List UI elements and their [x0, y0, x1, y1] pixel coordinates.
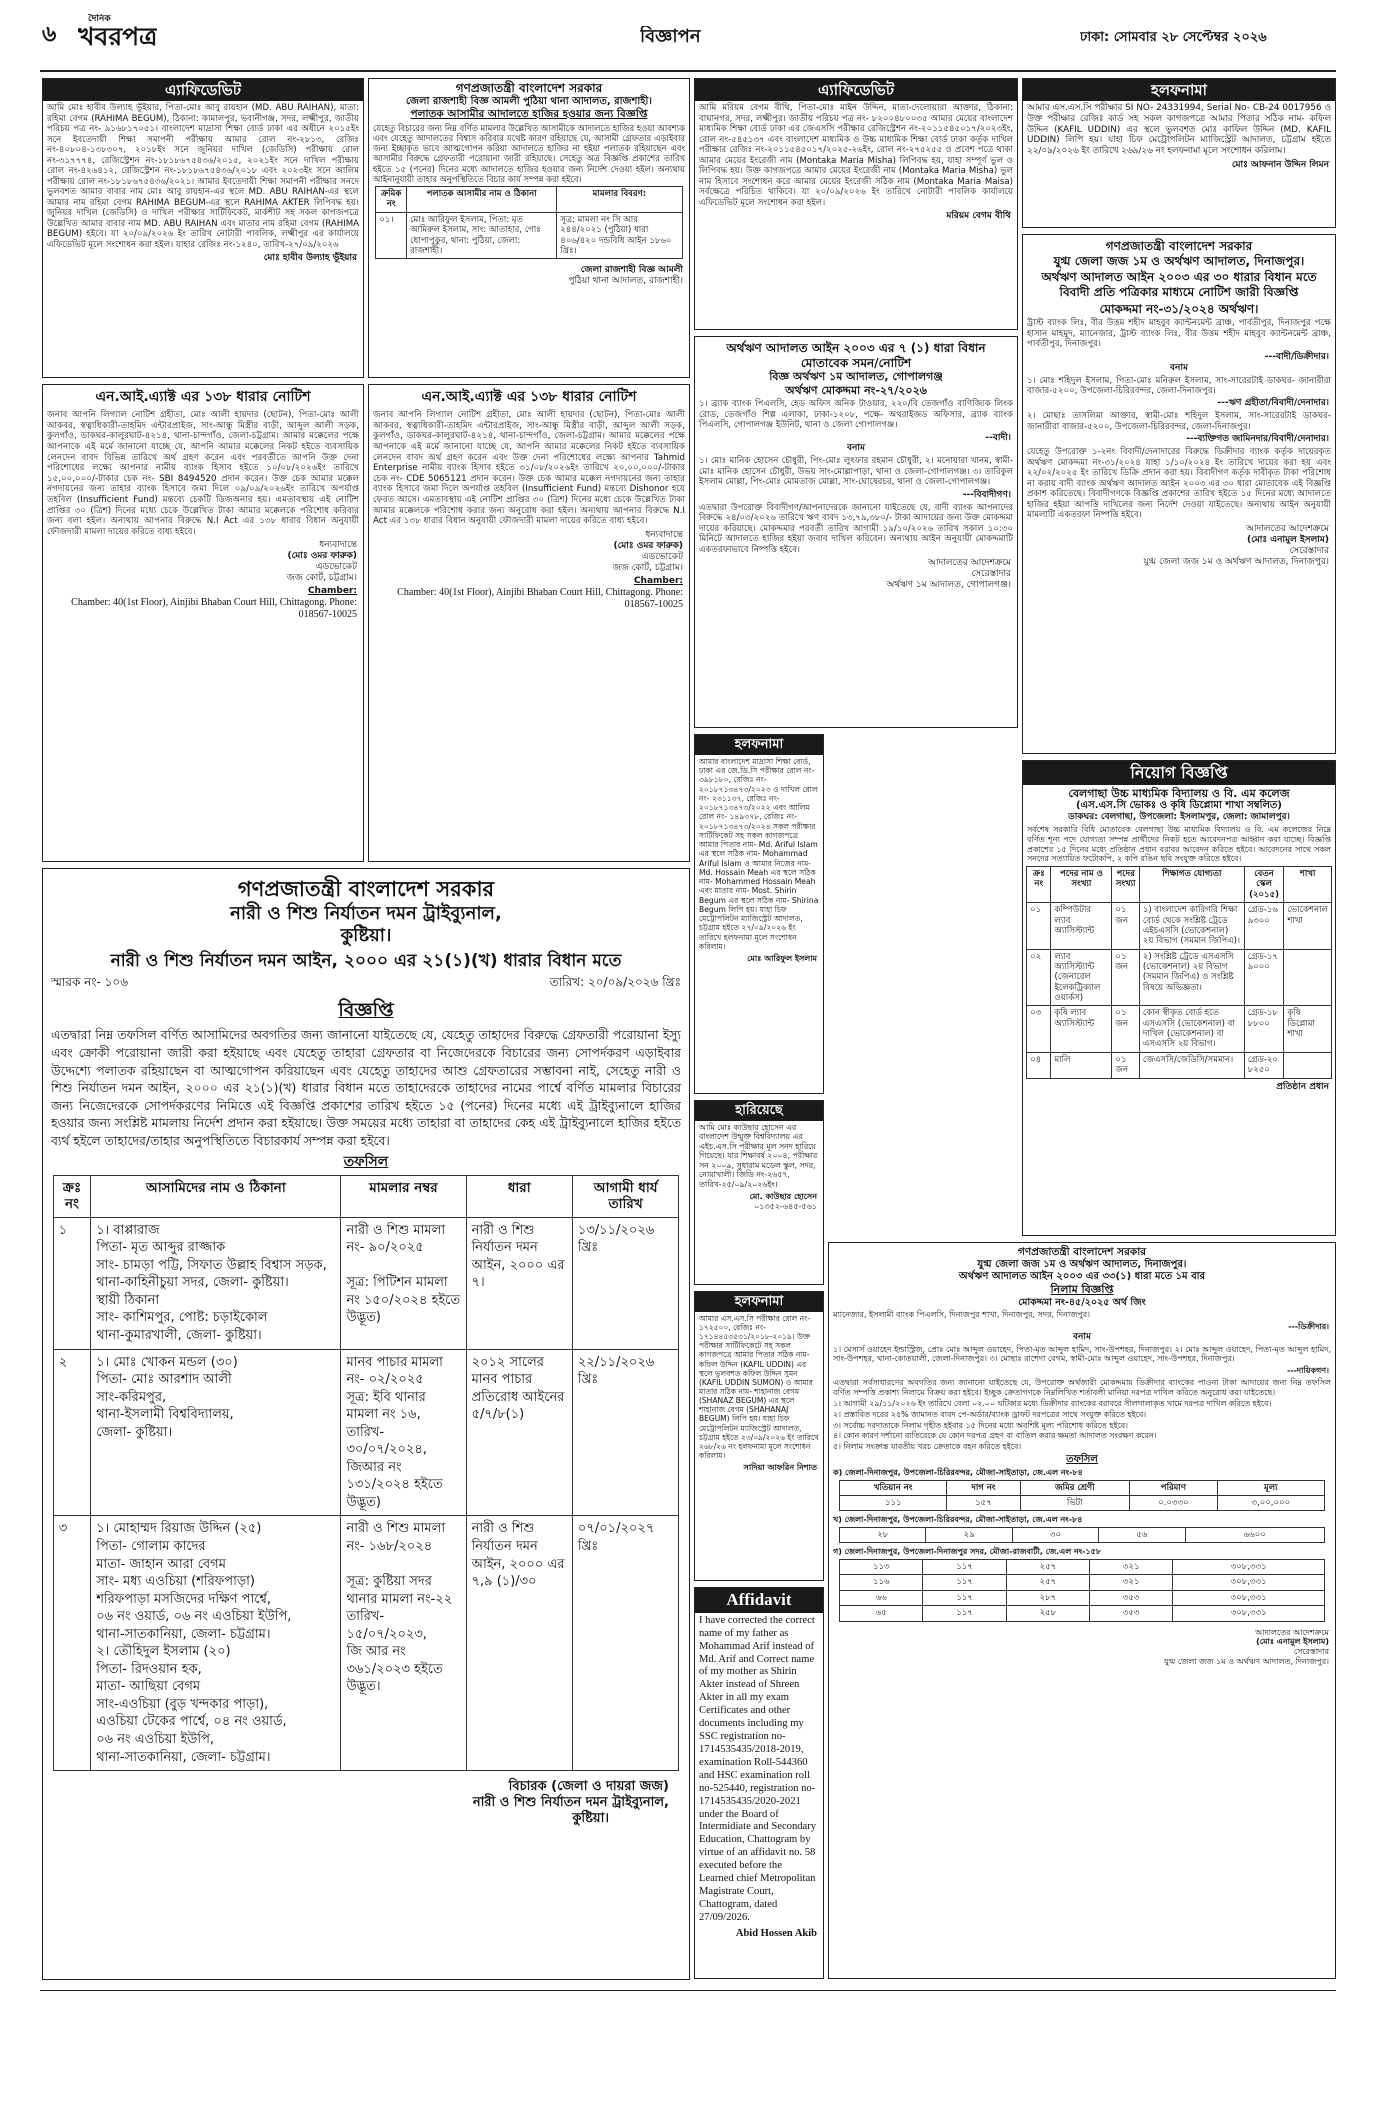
ni-act-notice-2	[368, 384, 690, 862]
table-cell: গ্রেড-১৮ ৮৮০০	[1244, 1006, 1284, 1052]
absconder-sig-1: জেলা রাজশাহী বিজ্ঞ আমলী	[580, 265, 683, 276]
auction-schedule-b-label: খ) জেলা-দিনাজপুর, উপজেলা-চিরিরবন্দর, মৌজা-সাইতাড়া, জে.এল নং-৮৪	[833, 1515, 1083, 1525]
table-cell: ১। মোঃ খোকন মন্ডল (৩০) পিতা- মোঃ আরশাদ আলী সাং-করিমপুর, থানা-ইসলামী বিশ্ববিদ্যালয়, জেলা- কুষ্টিয়া।	[91, 1349, 341, 1516]
tribunal-gov: গণপ্রজাতন্ত্রী বাংলাদেশ সরকার	[237, 877, 495, 901]
ni-2-sig-role: এডভোকেট	[641, 551, 683, 562]
pdc-court: যুগ্ম জেলা জজ ১ম ও অর্থঋণ আদালত, দিনাজপুর।	[1053, 253, 1305, 268]
masthead	[0, 0, 1376, 70]
table-cell: ১। বাপ্পারাজ পিতা- মৃত আব্দুর রাজ্জাক সাং- চামড়া পট্টি, সিফাত উল্লাহ বিশ্বাস সড়ক, থানা-কাহিনীচুয়া সদর, জেলা- কুষ্টিয়া। স্থায়ী ঠিকানা সাং- কাশিমপুর, পোষ্ট: চড়াইকোল থানা-কুমারখালী, জেলা- কুষ্টিয়া।	[91, 1217, 341, 1349]
tribunal-memo-line	[51, 975, 681, 995]
auction-sig-court: যুগ্ম জেলা জজ ১ম ও অর্থঋণ আদালত, দিনাজপুর।	[1164, 1656, 1329, 1666]
table-cell: ১। মোহাম্মদ রিয়াজ উদ্দিন (২৫) পিতা- গোলাম কাদের মাতা- জাহান আরা বেগম সাং- মধ্য এওচিয়া (শরিফপাড়া) শরিফপাড়া মসজিদের দক্ষিণ পার্শ্বে, ০৬ নং ওয়ার্ড, ০৬ নং এওচিয়া ইউপি, থানা-সাতকানিয়া, জেলা- চট্টগ্রাম। ২। তৌহিদুল ইসলাম (২০) পিতা- রিদওয়ান হক, মাতা- আছিয়া বেগম সাং-এওচিয়া (বুড় খন্দকার পাড়া), এওচিয়া টেকের পার্শ্বে, ০৪ নং ওয়ার্ড, ০৬ নং এওচিয়া ইউপি, থানা-সাতকানিয়া, জেলা- চট্টগ্রাম।	[91, 1516, 341, 1771]
auction-schedule-title: তফসিল	[1066, 1453, 1098, 1465]
recruitment-intro: সর্বশেষ সরকারি বিধি মোতাবেক বেলগাছা উচ্চ মাধ্যমিক বিদ্যালয় ও বি. এম কলেজের নিম্নে বর্ণিত শূন্য পদে যোগ্যতা সম্পন্ন প্রার্থীদের নিকট হতে আবেদনপত্র আহ্বান করা যাচ্ছে। বিজ্ঞপ্তি প্রকাশের ১৫ দিনের মধ্যে প্রতিষ্ঠান প্রধান বরাবর আবেদন করিতে হইবে। আবেদনের সাথে সকল সনদের সত্যায়িত ফটোকপি, ২ কপি রঙিন ছবি সংযুক্ত করিতে হইবে।	[1027, 825, 1331, 864]
table-cell: ২	[53, 1349, 91, 1516]
tribunal-col-section: ধারা	[466, 1175, 572, 1217]
lost-body: আমি মোঃ কাউছার হোসেন এর বাংলাদেশ উন্মুক্ত বিশ্ববিদ্যালয় এর এইচ.এস.সি পরীক্ষার মূল সনদ হারিয়ে গিয়েছে। যার শিক্ষাবর্ষ ২০০৪, পরীক্ষার সন ২০০৯, সুধারাম মডেল স্কুল, সদর, নোয়াখালী। জিডি নং-২৬৫৭, তারিখ-২৫/০৯/২০২৬ইং।	[699, 1122, 818, 1189]
tribunal-court: নারী ও শিশু নির্যাতন দমন ট্রাইব্যুনাল,	[230, 902, 502, 924]
pdc-sig-role: সেরেস্তাদার	[1289, 545, 1329, 556]
table-cell: সূত্র: মামলা নং সি আর ২৪৪/২০২১ (পুঠিয়া) ধারা ৪০৬/৪২০ দন্ডবিধি আইন ১৮৬০ খ্রিঃ।	[557, 212, 682, 258]
table-cell: ৩৫৩	[1090, 1590, 1173, 1605]
tribunal-sig-2: নারী ও শিশু নির্যাতন দমন ট্রাইব্যুনাল,	[472, 1794, 669, 1810]
masthead-rule	[40, 70, 1336, 72]
auction-col-dag: দাগ নং	[947, 1480, 1020, 1495]
affidavit-2-signature: মরিয়ম বেগম বীথি	[946, 211, 1011, 222]
table-cell: ০৩	[1027, 1006, 1051, 1052]
auction-col-khatian: খতিয়ান নং	[840, 1480, 947, 1495]
table-cell: ২৫৮	[1006, 1606, 1089, 1621]
table-cell: ১৫৭	[947, 1495, 1020, 1510]
table-cell: ৬৬০০	[1185, 1527, 1324, 1542]
recruitment-table	[1026, 866, 1332, 1078]
pdc-versus: বনাম	[1170, 362, 1188, 373]
ni-2-title: এন.আই.এ্যাক্ট এর ১৩৮ ধারার নোটিশ	[421, 389, 637, 405]
recruitment-address: ডাকঘর: বেলগাছা, উপজেলা: ইসলামপুর, জেলা: জামালপুর।	[1068, 812, 1290, 823]
tribunal-sig-1: বিচারক (জেলা ও দায়রা জজ)	[508, 1779, 669, 1795]
absconder-title: পলাতক আসামীর আদালতে হাজির হওয়ার জন্য বিজ্ঞপ্তি	[410, 107, 648, 120]
table-row	[840, 1575, 1325, 1590]
affidavit-notice-1	[42, 78, 364, 378]
table-cell: ০১ জন	[1112, 949, 1139, 1006]
table-row	[840, 1495, 1325, 1510]
pdc-case-no: মোকদ্দমা নং-৩১/২০২৪ অর্থঋণ।	[1099, 301, 1259, 316]
table-cell: ১১৭	[923, 1560, 1006, 1575]
table-cell: ১১৭	[923, 1575, 1006, 1590]
table-cell: ১১৭	[923, 1606, 1006, 1621]
recruit-col-branch: শাখা	[1284, 867, 1332, 903]
table-cell: ২৫৭	[1006, 1575, 1089, 1590]
table-cell: ০১ জন	[1112, 1006, 1139, 1052]
auction-intro: এতদ্বারা সর্বসাধারণের অবগতির জন্য জানানো যাইতেছে যে, উপরোক্ত অর্থজারী মোকদ্দমায় ডিক্রীদার ব্যাংকের পাওনা টাকা আদায়ের জন্য নিম্ন তফসিল বর্ণিত সম্পত্তি প্রকাশ্য নিলামে বিক্রয় করা হইবে। ইচ্ছুক ক্রেতাগণকে নিম্নলিখিত শর্তাবলী মানিয়া দরপত্র দাখিল করিতে অনুরোধ করা যাইতেছে।	[833, 1377, 1331, 1397]
ni-2-body: জনাব আপনি লিগ্যাল নোটিশ গ্রহীতা, মোঃ আলী হায়দার (ছোটন), পিতা-মোঃ আলী আকবর, স্বত্বাধিকারী-তাহমিদ এন্টারপ্রাইজ, সাং-আন্ধু মিস্ত্রীর বাড়ী, আব্দুল আলী সড়ক, কুলগাঁও, ডাকঘর-কালুরঘাট-৪২১৪, থানা-চান্দগাঁও, জেলা-চট্টগ্রাম। আমার মক্কেলের পক্ষে আপনাকে এই মর্মে জানানো যাচ্ছে যে, আপনি আমার মক্কেলের নিকট হইতে ব্যবসায়িক লেনদেন বাবদ অর্থ গ্রহণ করেন এবং উক্ত দেনা পরিশোধের লক্ষ্যে আপনার Tahmid Enterprise নামীয় ব্যাংক হিসাব হইতে ৩১/০৮/২০২৬ইং তারিখে ২০,০০,০০০/-টাকার চেক নং- CDE 5065121 প্রদান করেন। উক্ত চেক আমার মক্কেল নগদায়নের জন্য তাহার ব্যাংক হিসাবে জমা দিলে অপর্যাপ্ত তহবিল (Insufficient Fund) মন্তব্যে Dishonor হয়ে ফেরত আসে। এমতাবস্থায় এই নোটিশ প্রাপ্তির ৩০ (ত্রিশ) দিনের মধ্যে চেকে উল্লেখিত টাকা আমার মক্কেলকে পরিশোধ করার জন্য অনুরোধ করা হইল। অন্যথায় আপনার বিরুদ্ধে N.I Act এর ১৩৮ ধারার বিধান অনুযায়ী ফৌজদারী মামলা দায়ের করিতে বাধ্য হইবে।	[373, 410, 685, 527]
oath-notice-3	[694, 1291, 824, 1581]
page-number: ৬	[42, 22, 57, 47]
affidavit-en-body: I have corrected the correct name of my father as Mohammad Arif instead of Md. Arif and Correct name of my mother as Shirin Akter instead of Shreen Akter in all my exam Certificates and other documents including my SSC registration no- 1714535435/2018-2019, examination Roll-544360 and HSC examination roll no-525440, registration no-1714535435/2020-2021 under the Board of Intermidiate and Secondary Education, Chattogram by virtue of an affidavit no. 58 executed before the Learned chief Metropolitan Magistrate Court, Chattogram, dated 27/09/2026.	[699, 1614, 817, 1923]
gopalganj-sig-role: সেরেস্তাদার	[971, 569, 1011, 580]
ni-1-sig-court: জজ কোর্ট, চট্টগ্রাম।	[286, 573, 357, 584]
auction-case-no: মোকদ্দমা নং-৪৫/২০২৫ অর্থ জিং	[1018, 1296, 1146, 1308]
recruitment-notice	[1022, 760, 1336, 1236]
auction-col-area: পরিমাণ	[1130, 1480, 1218, 1495]
table-row	[1027, 949, 1332, 1006]
oath-3-signature: সাদিয়া আফরিন নিশাত	[743, 1463, 817, 1473]
recruit-col-serial: ক্রঃ নং	[1027, 867, 1051, 903]
oath-notice-1	[1022, 78, 1336, 228]
pdc-body: যেহেতু উপরোক্ত ১-২নং বিবাদী/দেনাদারের বিরুদ্ধে ডিক্রীদার ব্যাংক কর্তৃক দায়েরকৃত অর্থঋণ মোকদ্দমা নং-৩১/২০২৪ যাহা ১/১০/২০২৪ ইং তারিখে দায়ের করা হয় এবং ২২/০২/২০২৫ ইং তারিখে ডিক্রি প্রদান করা হয়। বিবাদীগণ কর্তৃক দাবীকৃত টাকা পরিশোধ না করায় বাদী ব্যাংক অর্থঋণ আদালত আইন ২০০৩ এর ৩০ ধারা মোতাবেক এই বিজ্ঞপ্তি প্রকাশ করিতেছে। বিবাদীগণকে বিজ্ঞপ্তি প্রকাশের তারিখ হইতে ১৫ দিনের মধ্যে আদালতে হাজির হইয়া আপত্তি দাখিলের জন্য নির্দেশ দেওয়া যাইতেছে। অন্যথায় আইন অনুযায়ী মামলাটি একতরফা নিষ্পত্তি হইবে।	[1027, 447, 1331, 521]
pdc-sig-name: (মোঃ এনামুল ইসলাম)	[1246, 534, 1329, 545]
oath-1-body: আমার এস.এস.সি পরীক্ষার SI NO- 24331994, Serial No- CB-24 0017956 ও উক্ত পরীক্ষার রেজিঃ কার্ড সহ সকল কাগজপত্রে আমার পিতার সঠিক নাম- কফিল উদ্দিন (KAFIL UDDIN) এর স্থলে ভুলবশত মোঃ কাফিল উদ্দিন (MD. KAFIL UDDIN) লিপি হয়। যাহা চিফ মেট্রোপলিটন ম্যাজিস্ট্রেট আদালত, চট্টগ্রাম হইতে ২২/০৯/২০২৬ ইং তারিখে ২৬৯/২৬ নং হলফনামা মূলে সংশোধন করিলাম।	[1027, 103, 1331, 157]
ni-1-chamber: Chamber: 40(1st Floor), Ainjibi Bhaban Court Hill, Chittagong. Phone: 018567-10025	[71, 597, 357, 621]
table-cell: কৃষি ডিপ্লোমা শাখা	[1284, 1006, 1332, 1052]
gopalganj-title: অর্থঋণ আদালত আইন ২০০৩ এর ৭ (১) ধারা বিধান মোতাবেক সমন/নোটিশ	[726, 341, 986, 370]
table-cell: ৫৬	[1099, 1527, 1185, 1542]
pdc-gov: গণপ্রজাতন্ত্রী বাংলাদেশ সরকার	[1105, 239, 1253, 253]
gopalganj-defendant: ১। মোঃ মানিক হোসেন চৌধুরী, পিং-মোঃ লুৎফার রহমান চৌধুরী, ২। মনোয়ারা খানম, স্বামী-মোঃ মানিক হোসেন চৌধুরী, উভয় সাং-মোল্লাপাড়া, থানা ও জেলা-গোপালগঞ্জ। ৩। তারিকুল ইসলাম মোল্লা, পিং-মোঃ মোমতাজ মোল্লা, সাং-ঘোষেরচর, থানা ও জেলা-গোপালগঞ্জ।	[699, 456, 1013, 488]
absconder-col-case: মামলার বিবরণ:	[557, 187, 682, 213]
table-cell: ২০১২ সালের মানব পাচার প্রতিরোধ আইনের ৫/৭/৮(১)	[466, 1349, 572, 1516]
auction-schedule-c-table	[839, 1559, 1325, 1621]
table-cell	[1284, 949, 1332, 1006]
absconder-table	[375, 186, 682, 259]
oath-1-signature: মোঃ আফনান উদ্দিন লিমন	[1231, 159, 1329, 170]
gopalganj-plaintiff: ১। ব্র্যাক ব্যাংক পিএলসি, হেড অফিস অনিক টাওয়ার, ২২০/বি তেজগাঁও বাণিজ্যিক লিংক রোড, তেজগাঁও শিল্প এলাকা, ঢাকা-১২০৮, পক্ষে- অথরাইজড অফিসার, ব্র্যাক ব্যাংক পিএলসি, গোপালগঞ্জ ইউনিট, থানা ও জেলা গোপালগঞ্জ।	[699, 399, 1013, 431]
table-cell: ৩০৮,৩৩১	[1173, 1606, 1325, 1621]
auction-defendants: ১। মেসার্স ওয়াহেদ ইন্ডাস্ট্রিজ, প্রোঃ মোঃ আব্দুল ওয়াহেদ, পিতা-মৃত আব্দুল হামিদ, সাং-উপশহর, দিনাজপুর। ২। মোঃ আব্দুল ওয়াহেদ, পিতা-মৃত আব্দুল হামিদ, সাং-উপশহর, থানা-কোতয়ালী, জেলা-দিনাজপুর। ৩। মোছাঃ রাশেদা বেগম, স্বামী-মোঃ আব্দুল ওয়াহেদ, সাং-উপশহর, দিনাজপুর।	[833, 1344, 1331, 1364]
table-cell: ২৫৭	[1006, 1560, 1089, 1575]
auction-col-class: জমির শ্রেণী	[1020, 1480, 1129, 1495]
table-cell: ৩২১	[1090, 1575, 1173, 1590]
ni-1-sig-role: এডভোকেট	[315, 562, 357, 573]
tribunal-body: এতদ্বারা নিম্ন তফসিল বর্ণিত আসামিদের অবগতির জন্য জানানো যাইতেছে যে, যেহেতু তাহাদের বিরুদ্ধে গ্রেফতারী পরোয়ানা ইস্যু এবং ক্রোকী পরোয়ানা জারী করা হইয়াছে এবং যেহেতু তাহারা গ্রেফতার বা নিজেদেরকে বিচারের জন্য সোপর্দকরণ এড়াইবার উদ্দেশ্যে পলাতক রহিয়াছেন বা আত্মগোপন করিয়াছেন এবং যেহেতু তাহাদের আশু গ্রেফতারের সম্ভাবনা নাই, সেহেতু নারী ও শিশু নির্যাতন দমন আইন, ২০০০ এর ২১(১)(খ) ধারার বিধান মতে তাহাদেরকে তাহাদের নামের পার্শ্বে বর্ণিত মামলার বিচারের জন্য নিজেদেরকে সোপর্দকরণের নিমিত্তে এই বিজ্ঞপ্তি প্রকাশের তারিখ হইতে ১৫ (পনের) দিনের মধ্যে এই ট্রাইব্যুনালে হাজির হওয়ার জন্য সংশ্লিষ্ট মামলায় নির্দেশ প্রদান করা হইয়াছে। উক্ত সময়ের মধ্যে তাহারা বা তাহাদের কেহ এই ট্রাইব্যুনালে হাজির হইতে ব্যর্থ হইলে তাহাদের/তাহার অনুপস্থিতিতে বিচারকার্য সম্পন্ন করা হইবে।	[51, 1027, 681, 1149]
auction-condition: ৫। নিলাম সংক্রান্ত যাবতীয় খরচ ক্রেতাকে বহন করিতে হইবে।	[833, 1441, 1022, 1451]
oath-3-body: আমার এস.এস.সি পরীক্ষার রোল নং- ১৭২৫০০, রেজিঃ নং- ১৭১৪৪৫৩৫৩১/২০১৮-২০১৯। উক্ত পরীক্ষার সার্টিফিকেটে সহ সকল কাগজপত্রে আমার পিতার সঠিক নাম- কফিল উদ্দিন (KAFIL UDDIN) এর স্থলে ভুলবশত কফিল উদ্দিন সুমন (KAFIL UDDIN SUMON) ও আমার মাতার সঠিক নাম- শাহানাজ বেগম (SHANAZ BEGUM) এর স্থলে শাহানাজ বেগম (SHAHANAJ BEGUM) লিপি হয়। যাহা চিফ মেট্রোপলিটন ম্যাজিস্ট্রেট আদালত, চট্টগ্রাম হইতে ২৩/০৯/২০২৬ ইং তারিখে ২৬৮/২৬ নং হলফনামা মূলে সংশোধন করিলাম।	[699, 1313, 819, 1460]
pdc-defendant-1-role: ---ঋণ গ্রহীতা/বিবাদী/দেনাদার।	[1217, 398, 1329, 409]
table-row	[840, 1590, 1325, 1605]
tribunal-title: বিজ্ঞপ্তি	[338, 999, 394, 1022]
affidavit-2-body: আমি মরিয়ম বেগম বীথি, পিতা-মোঃ মাইন উদ্দিন, মাতা-দেলোয়ারা আক্তার, ঠিকানা: বাঘানগর, সদর, লক্ষ্মীপুর। জাতীয় পরিচয় পত্র নং- ৮২০০৪৮০০৩৫ আমার মেয়ের বাংলাদেশ মাধ্যমিক শিক্ষা বোর্ড ঢাকা এর জেএসসি পরীক্ষার রেজিস্ট্রেশন নং-২০১১৫৪৫০১৭/২০২৩ইং, রোল নং-৫৪৫১৩৭ এবং বাংলাদেশ মাধ্যমিক ও উচ্চ মাধ্যমিক শিক্ষা বোর্ড ঢাকা কর্তৃক দাখিল পরীক্ষার রেজিঃ নং-২০১১৫৪৫০১৭/২০২৫-২৬ইং, রোল নং-২৭৫২৫৫ ও প্রবেশ পত্রে থাকা আমার মেয়ের ইংরেজী নাম (Montaka Maria Misha) লিপিবদ্ধ হয়, যাহা সম্পূর্ণ ভুল ও লিপিবদ্ধ হয়। উক্ত কাগজপত্রে আমার মেয়ের ইংরেজী নাম (Montaka Maria Misha) ভুল নাম হিসাবে সংশোধন করে আমার মেয়ের ইংরেজী সঠিক নাম (Montaka Maria Maisa) সর্বক্ষেত্রে পরিচিত থাকিবে। যা ২০/০৯/২০২৬ ইং তারিখে নোটারী পাবলিক কার্যালয়ে এফিডেভিট মূলে সংশোধন করা হইল।	[699, 103, 1013, 208]
ni-1-sig-label: ধন্যবাদান্তে	[319, 540, 357, 551]
table-cell: ১১৬	[840, 1575, 923, 1590]
table-row	[53, 1516, 679, 1771]
table-cell: মালি	[1051, 1052, 1112, 1078]
table-cell: ০৭/০১/২০২৭ খ্রিঃ	[572, 1516, 678, 1771]
table-cell: কোন স্বীকৃত বোর্ড হতে এসএসসি (ভোকেশনাল) বা দাখিল (ভোকেশনাল) বা এসএসসি ২য় বিভাগ।	[1139, 1006, 1244, 1052]
auction-gov: গণপ্রজাতন্ত্রী বাংলাদেশ সরকার	[1017, 1246, 1147, 1258]
absconder-court: জেলা রাজশাহী বিজ্ঞ আমলী পুঠিয়া থানা আদালত, রাজশাহী।	[406, 95, 652, 107]
table-cell: ০১	[1027, 903, 1051, 949]
table-row	[840, 1527, 1325, 1542]
pdc-defendant-2: ২। মোছাঃ তাসলিমা আক্তার, স্বামী-মোঃ শহিদুল ইসলাম, সাং-সারেরটাই ডাকঘর- জানারীরা বাজার-৫২০০, উপজেলা-চিরিরবন্দর, জেলা-দিনাজপুর।	[1027, 411, 1331, 432]
affidavit-en-title: Affidavit	[695, 1588, 823, 1613]
table-cell: ০২	[1027, 949, 1051, 1006]
tribunal-schedule-title: তফসিল	[343, 1153, 389, 1170]
auction-sig-name: (মোঃ এনামুল ইসলাম)	[1256, 1637, 1329, 1647]
tribunal-col-next-date: আগামী ধার্য তারিখ	[572, 1175, 678, 1217]
table-cell: ১১৭	[923, 1590, 1006, 1605]
table-cell: গ্রেড-১৭ ৯০০০	[1244, 949, 1284, 1006]
auction-col-value: মূল্য	[1217, 1480, 1324, 1495]
auction-sig-role: সেরেস্তাদার	[1293, 1647, 1329, 1657]
auction-condition: ২। প্রস্তাবিত দরের ২৫% জামানত বাবদ পে-অর্ডার/ব্যাংক ড্রাফট দরপত্রের সাথে সংযুক্ত করিতে হইবে।	[833, 1410, 1147, 1420]
gopalganj-sig-label: আদালতের আদেশক্রমে	[927, 558, 1011, 569]
gopalganj-court: বিজ্ঞ অর্থঋণ ১ম আদালত, গোপালগঞ্জ	[769, 370, 943, 384]
absconder-col-serial: ক্রমিক নং	[376, 187, 407, 213]
auction-schedule-a-table	[839, 1480, 1325, 1512]
table-cell: ১	[53, 1217, 91, 1349]
recruit-col-scale: বেতন স্কেল (২০১৫)	[1244, 867, 1284, 903]
recruitment-institution: বেলগাছা উচ্চ মাধ্যমিক বিদ্যালয় ও বি. এম কলেজ	[1068, 786, 1290, 800]
table-cell: ৩০৮,৩৩১	[1173, 1575, 1325, 1590]
pdc-sig-court: যুগ্ম জেলা জজ ১ম ও অর্থঋণ আদালত, দিনাজপুর।	[1143, 556, 1329, 567]
recruitment-subtitle: (এস.এস.সি ভোকঃ ও কৃষি ডিপ্লোমা শাখা সম্বলিত)	[1075, 799, 1282, 811]
absconder-sig-2: পুঠিয়া থানা আদালত, রাজশাহী।	[568, 276, 683, 287]
tribunal-district: কুষ্টিয়া।	[340, 924, 392, 946]
ni-1-sig-name: (মোঃ ওমর ফারুক)	[287, 551, 357, 562]
recruit-col-qualification: শিক্ষাগত যোগ্যতা	[1139, 867, 1244, 903]
table-cell: মোঃ আরিফুল ইসলাম, পিতা: মৃত আমিরুল ইসলাম, সাং: আতাহার, গোঃ ধোপাপুকুর, থানা: পুঠিয়া, জেলা: রাজশাহী।	[407, 212, 557, 258]
tribunal-sig-3: কুষ্টিয়া।	[572, 1810, 609, 1826]
dateline: ঢাকা: সোমবার ২৮ সেপ্টেম্বর ২০২৬	[1080, 30, 1267, 45]
table-cell: ২৯	[926, 1527, 1012, 1542]
table-cell: ভোকেশনাল শাখা	[1284, 903, 1332, 949]
tribunal-notice	[42, 868, 690, 1980]
tribunal-memo: স্মারক নং- ১০৬	[51, 975, 129, 990]
ni-2-sig-court: জজ কোর্ট, চট্টগ্রাম।	[612, 562, 683, 573]
auction-schedule-a-label: ক) জেলা-দিনাজপুর, উপজেলা-চিরিরবন্দর, মৌজা-সাইতাড়া, জে.এল নং-৮৪	[833, 1467, 1083, 1477]
table-cell: ২৮	[840, 1527, 926, 1542]
affidavit-1-title: এ্যাফিডেভিট	[43, 79, 363, 101]
affidavit-1-body: আমি মোঃ হাবীব উল্যাহ ভূঁইয়ার, পিতা-মোঃ আবু রায়হান (MD. ABU RAIHAN), মাতা: রহিমা বেগম (RAHIMA BEGUM), ঠিকানা: কামালপুর, ভবানীগঞ্জ, সদর, লক্ষ্মীপুর, জাতীয় পরিচয় পত্র নং- ৯১৬৮১৭০৫১। বাংলাদেশ মাদ্রাসা শিক্ষা বোর্ড ঢাকা এর অধীনে ২০১৫ইং সনে ইবতেদায়ী শিক্ষা সমাপনী পরীক্ষায় আমার রোল নং-২৮১৩, রেজিঃ নং-৪০৮০৪-১৩৮৩০৭, ২০১৮ইং সনে জুনিয়র দাখিল (জেডিসি) পরীক্ষায় রোল নং-৩১৭৭৭৪, রেজিস্ট্রেশন নং-১৮১৮৬৭৫৪৩৬/২০১৫, ২০২১ইং সনে দাখিল পরীক্ষায় রোল নং-৪২৬৪১২, রেজিস্ট্রেশন নং-১৮১৮৬৭৫৪৩৬/২০১৮ এবং ২০২৩ইং সনে আলিম পরীক্ষায় রোল নং-১৮১৮৬৭৫৪৩৬/২০২১। আমার ইবতেদায়ী শিক্ষা সমাপনী পরীক্ষার সনদে ভুলবশত আমার বাবার নাম মোঃ আবু রায়হান-এর স্থলে MD. ABU RAIHAN-এর স্থলে আমার নাম রহিমা বেগম RAHIMA BEGUM-এর স্থলে RAHIMA AKTER লিপিবদ্ধ হয়। জুনিয়র দাখিল (জেডিসি) ও দাখিল পরীক্ষার সার্টিফিকেট, মার্কশীট সহ সকল কাগজপত্রে উল্লেখিত আমার বাবার নাম MD. ABU RAIHAN এবং মাতার নাম রহিমা বেগম (RAHIMA BEGUM) হইবে। যা ২০/০৯/২০২৬ ইং তারিখ নোটারী পাবলিক, লক্ষ্মীপুর এর কার্যালয়ে এফিডেভিট মূলে সংশোধন করা হইল। যাহার রেজিঃ নং-১২৪০, তারিখ-২৭/০৯/২০২৬	[47, 103, 359, 250]
tribunal-col-serial: ক্রঃ নং	[53, 1175, 91, 1217]
ni-act-notice-1	[42, 384, 364, 862]
auction-plaintiff: ম্যানেজার, ইসলামী ব্যাংক পিএলসি, দিনাজপুর শাখা, দিনাজপুর, সদর, দিনাজপুর।	[833, 1310, 1091, 1320]
auction-plaintiff-role: ---ডিক্রীদার।	[1288, 1321, 1329, 1331]
table-cell: ল্যাব অ্যাসিস্ট্যান্ট (জেনারেল ইলেকট্রিক্যাল ওয়ার্কস)	[1051, 949, 1112, 1006]
ni-2-chamber: Chamber: 40(1st Floor), Ainjibi Bhaban Court Hill, Chittagong. Phone: 018567-10025	[397, 586, 683, 610]
table-row	[1027, 1052, 1332, 1078]
table-row	[1027, 903, 1332, 949]
table-cell: ৩	[53, 1516, 91, 1771]
tribunal-col-case: মামলার নম্বর	[341, 1175, 466, 1217]
ni-1-chamber-label: Chamber:	[307, 586, 357, 597]
absconder-col-accused: পলাতক আসামীর নাম ও ঠিকানা	[407, 187, 557, 213]
ni-1-body: জনাব আপনি লিগ্যাল নোটিশ গ্রহীতা, মোঃ আলী হায়দার (ছোটন), পিতা-মোঃ আলী আকবর, স্বত্বাধিকারী-তাহমিদ এন্টারপ্রাইজ, সাং-আন্ধু মিস্ত্রীর বাড়ী, আব্দুল আলী সড়ক, কুলগাঁও, ডাকঘর-কালুরঘাট-৪২১৪, থানা-চান্দগাঁও, জেলা-চট্টগ্রাম। আমার মক্কেলের পক্ষে আপনাকে এই মর্মে জানানো যাচ্ছে যে, আপনি আমার মক্কেলের নিকট হইতে ব্যবসায়িক লেনদেন বাবদ বিভিন্ন তারিখে অর্থ গ্রহণ করেন এবং পরবর্তীতে আপনি উক্ত দেনা পরিশোধের লক্ষ্যে আপনার নামীয় ব্যাংক হিসাব হইতে ১০/০৮/২০২৬ইং তারিখে ১৫,০০,০০০/-টাকার চেক নং- SBI 8494520 প্রদান করেন। উক্ত চেক আমার মক্কেল নগদায়নের জন্য তাহার ব্যাংক হিসাবে জমা দিলে ০৯/০৯/২০২৬ইং তারিখে অপর্যাপ্ত তহবিল (Insufficient Fund) মন্তব্যে চেকটি ডিজঅনার হয়। এমতাবস্থায় এই নোটিশ প্রাপ্তির ৩০ (ত্রিশ) দিনের মধ্যে চেকে উল্লেখিত টাকা আমার মক্কেলকে পরিশোধ করিবার জন্য বলা হইল। অন্যথায় আপনার বিরুদ্ধে N.I Act এর ১৩৮ ধারার বিধান অনুযায়ী ফৌজদারী মামলা দায়ের করিতে বাধ্য হইবে।	[47, 410, 359, 537]
tribunal-table	[53, 1175, 680, 1771]
auction-defendants-role: ---দায়িকগণ।	[1286, 1366, 1329, 1376]
gopalganj-versus: বনাম	[847, 443, 865, 454]
table-cell: ১৩/১১/২০২৬ খ্রিঃ	[572, 1217, 678, 1349]
ni-2-chamber-label: Chamber:	[633, 575, 683, 586]
absconder-body: যেহেতু বিচারের জন্য নিম্ন বর্ণিত মামলার উল্লেখিত আসামীকে আদালতে হাজির হওয়া আবশ্যক এবং যেহেতু আদালতের বিশ্বাস করিবার যথেষ্ট কারণ রহিয়াছে যে, আসামী গ্রেফতার এড়াইবার জন্য ইচ্ছাকৃত ভাবে আত্মগোপন করিয়া আদালতে হাজির না হইয়া পলাতক রহিয়াছেন এবং আসামীর বিরুদ্ধে গ্রেফতারী পরোয়ানা জারী রহিয়াছে। সেহেতু অত্র বিজ্ঞপ্তি প্রকাশের তারিখ হইতে ১৫ (পনের) দিনের মধ্যে আদালতে হাজির হওয়ার জন্য নির্দেশ দেওয়া হইল। অন্যথায় আইনানুযায়ী তাহার অনুপস্থিতিতে বিচার কার্য সম্পন্ন করা হইবে।	[373, 122, 685, 184]
table-row	[376, 212, 682, 258]
gopalganj-summons	[694, 336, 1018, 728]
oath-2-body: আমার বাংলাদেশ মাদ্রাসা শিক্ষা বোর্ড, ঢাকা এর জে.ডি.সি পরীক্ষার রোল নং- ৩৯৮১৮০, রেজিঃ নং- ২০১৮৭১৩৪৭৩/২০২৩ ও দাখিল রোল নং- ২৩১১৩৭, রেজিঃ নং- ২০১৮৭১৩৪৭৩/২০২২ এবং আলিম রোল নং- ১৪৯৩৭৮, রেজিঃ নং- ২০১৮৭১৩৪৭৩/২০২৪ সকল পরীক্ষার সার্টিফিকেট সহ সকল কাগজপত্রে আমার পিতার নাম- Md. Ariful Islam এর স্থলে সঠিক নাম- Mohammad Ariful Islam ও আমার নিজের নাম- Md. Hossain Meah এর স্থলে সঠিক নাম- Mohammed Hossain Meah এবং মাতার নাম- Most. Shirin Begum এর স্থলে সঠিক নাম- Shirina Begum লিপি হয়। যাহা চিফ মেট্রোপলিটন ম্যাজিস্ট্রেট আদালত, চট্টগ্রাম হইতে ২৭/০৯/২০২৬ ইং তারিখে হলফনামা মূলে সংশোধন করিলাম।	[699, 756, 819, 951]
pdc-defendant-1: ১। মোঃ শহিদুল ইসলাম, পিতা-মোঃ মনিরুল ইসলাম, সাং-সারেরটাই ডাকঘর- জানারীরা বাজার-৫২০০, উপজেলা-চিরিরবন্দর, জেলা-দিনাজপুর।	[1027, 375, 1331, 396]
table-cell: ৬৬	[840, 1590, 923, 1605]
pdc-plaintiff-role: ---বাদী/ডিক্রীদার।	[1264, 351, 1329, 362]
ni-2-sig-name: (মোঃ ওমর ফারুক)	[613, 540, 683, 551]
tribunal-col-accused: আসামিদের নাম ও ঠিকানা	[91, 1175, 341, 1217]
table-cell: গ্রেড-১৬ ৯৩০০	[1244, 903, 1284, 949]
auction-title: নিলাম বিজ্ঞপ্তি	[1050, 1283, 1114, 1297]
dinajpur-auction-notice	[828, 1242, 1336, 1979]
gopalganj-sig-court: অর্থঋণ ১ম আদালত, গোপালগঞ্জ।	[886, 580, 1011, 591]
auction-court: যুগ্ম জেলা জজ ১ম ও অর্থঋণ আদালত, দিনাজপুর।	[977, 1258, 1187, 1270]
auction-schedule-b-table	[839, 1527, 1325, 1543]
auction-condition: ৪। কোন কারণ দর্শানো ব্যতিরেকে যে কোন দরপত্র গ্রহণ বা বাতিল করার ক্ষমতা আদালত সংরক্ষণ করেন।	[833, 1431, 1157, 1441]
gopalganj-defendant-role: ---বিবাদীগণ।	[962, 489, 1011, 500]
table-cell: গ্রেড-২০ ৮২৫০	[1244, 1052, 1284, 1078]
table-cell: ৩০	[1012, 1527, 1098, 1542]
lost-signature: মো. কাউছার হোসেন	[749, 1192, 817, 1202]
auction-conditions	[833, 1399, 1331, 1451]
pdc-title: অর্থঋণ আদালত আইন ২০০৩ এর ৩০ ধারার বিধান মতে বিবাদী প্রতি পত্রিকার মাধ্যমে নোটিশ জারী বিজ্ঞপ্তি	[1041, 270, 1317, 299]
recruitment-title: নিয়োগ বিজ্ঞপ্তি	[1023, 761, 1335, 785]
table-cell: ০৪	[1027, 1052, 1051, 1078]
recruitment-signature: প্রতিষ্ঠান প্রধান	[1276, 1081, 1329, 1092]
table-cell: ৬৫	[840, 1606, 923, 1621]
pdc-defendant-2-role: ---ব্যক্তিগত জামিনদার/বিবাদী/দেনাদার।	[1186, 434, 1329, 445]
table-cell: ২) সংশ্লিষ্ট ট্রেডে এসএসসি (ভোকেশনাল) ২য় বিভাগ (সমমান জিপিএ) ও সংশ্লিষ্ট বিষয়ে অভিজ্ঞতা।	[1139, 949, 1244, 1006]
tribunal-law: নারী ও শিশু নির্যাতন দমন আইন, ২০০০ এর ২১(১)(খ) ধারার বিধান মতে	[110, 950, 622, 971]
table-row	[53, 1349, 679, 1516]
oath-2-signature: মোঃ আরিফুল ইসলাম	[747, 954, 817, 964]
table-cell: কম্পিউটার ল্যাব অ্যাসিস্ট্যান্ট	[1051, 903, 1112, 949]
paper-prefix: দৈনিক	[88, 14, 111, 24]
table-cell: ১১৩	[840, 1560, 923, 1575]
auction-versus: বনাম	[1073, 1331, 1091, 1342]
table-cell: জেএসসি/জেডিসি/সমমান।	[1139, 1052, 1244, 1078]
table-cell: ৩০৮,৩৩১	[1173, 1590, 1325, 1605]
ni-1-title: এন.আই.এ্যাক্ট এর ১৩৮ ধারার নোটিশ	[95, 389, 311, 405]
table-cell: ৩৫৩	[1090, 1606, 1173, 1621]
table-row	[840, 1606, 1325, 1621]
affidavit-english	[694, 1587, 824, 1979]
table-cell: মানব পাচার মামলা নং- ০২/২০২৫ সূত্র: ইবি থানার মামলা নং ১৬, তারিখ- ৩০/০৭/২০২৪, জিআর নং ১৩১/২০২৪ হইতে উদ্ভূত)	[341, 1349, 466, 1516]
pdc-sig-label: আদালতের আদেশক্রমে	[1245, 523, 1329, 534]
table-cell: ০১ জন	[1112, 903, 1139, 949]
pre-div-court-notice	[1022, 234, 1336, 754]
oath-notice-2	[694, 734, 824, 1094]
lost-notice	[694, 1100, 824, 1285]
gopalganj-body: এতদ্বারা উপরোক্ত বিবাদীগণ/আপনাদেরকে জানানো যাইতেছে যে, বাদী ব্যাংক আপনাদের বিরুদ্ধে ২৪/০৩/২০২৬ তারিখে ঋণ বাবদ ১৩,৭৯,৩৮০/- টাকা আদায়ের জন্য উক্ত মোকদ্দমা দায়ের করিয়াছে। মোকদ্দমার পরবর্তী তারিখ আগামী ১৯/১০/২০২৬ তারিখ সকাল ১০:৩০ মিনিটে আদালতে হাজির হইয়া জবাব দাখিল করিবেন। অন্যথায় আইন অনুযায়ী মোকদ্দমাটি একতরফাভাবে নিষ্পত্তি হইবে।	[699, 502, 1013, 555]
oath-1-title: হলফনামা	[1023, 79, 1335, 101]
table-row	[53, 1217, 679, 1349]
table-cell: ১) বাংলাদেশ কারিগরি শিক্ষা বোর্ড থেকে সংশ্লিষ্ট ট্রেডে এইচএসসি (ভোকেশনাল) ২য় বিভাগ (সমমান জিপিএ)।	[1139, 903, 1244, 949]
paper-logo: খবরপত্র	[78, 22, 158, 51]
affidavit-1-signature: মোঃ হাবীব উল্যাহ ভূঁইয়ার	[263, 253, 357, 264]
auction-sig-label: আদালতের আদেশক্রমে	[1255, 1627, 1329, 1637]
table-cell: ০.০৩৩০	[1130, 1495, 1218, 1510]
table-cell: নারী ও শিশু নির্যাতন দমন আইন, ২০০০ এর ৭,৯ (১)/৩০	[466, 1516, 572, 1771]
auction-schedule-c-label: গ) জেলা-দিনাজপুর, উপজেলা-দিনাজপুর সদর, মৌজা-রাজবাটী, জে.এল নং-১৫৮	[833, 1547, 1102, 1557]
table-row	[840, 1560, 1325, 1575]
lost-title: হারিয়েছে	[695, 1101, 823, 1121]
table-row	[1027, 1006, 1332, 1052]
pdc-plaintiff: ট্রাস্ট ব্যাংক লিঃ, বীর উত্তম শহীদ মাহবুব ক্যান্টনমেন্ট ব্রাঞ্চ, পার্বতীপুর, দিনাজপুর পক্ষে হাসান মাহমুদ, ম্যানেজার, ট্রাস্ট ব্যাংক লিঃ, বীর উত্তম শহীদ মাহবুব ক্যান্টনমেন্ট ব্রাঞ্চ, পার্বতীপুর, দিনাজপুর।	[1027, 318, 1331, 350]
ni-2-sig-label: ধন্যবাদান্তে	[645, 529, 683, 540]
table-cell	[1284, 1052, 1332, 1078]
auction-condition: ৩। সর্বোচ্চ দরদাতাকে নিলাম গৃহীত হইবার ১৫ দিনের মধ্যে অবশিষ্ট মূল্য পরিশোধ করিতে হইবে।	[833, 1420, 1128, 1430]
recruit-col-count: পদের সংখ্যা	[1112, 867, 1139, 903]
table-cell: ৩০৮,৩৩১	[1173, 1560, 1325, 1575]
table-cell: ২২/১১/২০২৬ খ্রিঃ	[572, 1349, 678, 1516]
auction-condition: ১। আগামী ২৯/১১/২০২৬ ইং তারিখে বেলা ০২.০০ ঘটিকার মধ্যে ডিক্রীদার ব্যাংকের বরাবরে সীলগালাকৃত খামে দরপত্র দাখিল করিতে হইবে।	[833, 1399, 1272, 1409]
oath-3-title: হলফনামা	[695, 1292, 823, 1312]
table-cell: ১১১	[840, 1495, 947, 1510]
absconder-notice	[368, 78, 690, 378]
footer-rule	[40, 1990, 1336, 1991]
table-cell: ভিটা	[1020, 1495, 1129, 1510]
table-cell: নারী ও শিশু মামলা নং- ১৬৮/২০২৪ সূত্র: কুষ্টিয়া সদর থানার মামলা নং-২২ তারিখ- ১৫/০৭/২০২৩, জি আর নং ৩৬১/২০২৩ হইতে উদ্ভূত।	[341, 1516, 466, 1771]
affidavit-2-title: এ্যাফিডেভিট	[695, 79, 1017, 101]
table-cell: ৩,০০,০০০	[1217, 1495, 1324, 1510]
recruit-col-post: পদের নাম ও সংখ্যা	[1051, 867, 1112, 903]
table-cell: নারী ও শিশু মামলা নং- ৯০/২০২৫ সূত্র: পিটিশন মামলা নং ১৫০/২০২৪ হইতে উদ্ভূত)	[341, 1217, 466, 1349]
gopalganj-case-no: অর্থঋণ মোকদ্দমা নং-২৭/২০২৬	[785, 383, 927, 397]
table-cell: ০১।	[376, 212, 407, 258]
table-cell: ২৮৭	[1006, 1590, 1089, 1605]
table-cell: ৩২১	[1090, 1560, 1173, 1575]
table-cell: নারী ও শিশু নির্যাতন দমন আইন, ২০০০ এর ৭।	[466, 1217, 572, 1349]
affidavit-en-signature: Abid Hossen Akib	[735, 1927, 817, 1939]
tribunal-date: তারিখ: ২০/০৯/২০২৬ খ্রিঃ	[549, 975, 681, 990]
table-cell: ০১ জন	[1112, 1052, 1139, 1078]
absconder-gov: গণপ্রজাতন্ত্রী বাংলাদেশ সরকার	[455, 81, 603, 95]
section-title: বিজ্ঞাপন	[640, 26, 701, 47]
lost-phone: ০১৩৫২-৬৪৫-৫৬১	[754, 1202, 817, 1212]
table-cell: কৃষি ল্যাব অ্যাসিস্ট্যান্ট	[1051, 1006, 1112, 1052]
oath-2-title: হলফনামা	[695, 735, 823, 755]
gopalganj-plaintiff-role: --বাদী।	[985, 432, 1011, 443]
affidavit-notice-2	[694, 78, 1018, 330]
auction-law: অর্থঋণ আদালত আইন ২০০৩ এর ৩৩(১) ধারা মতে ১ম বার	[958, 1270, 1206, 1282]
